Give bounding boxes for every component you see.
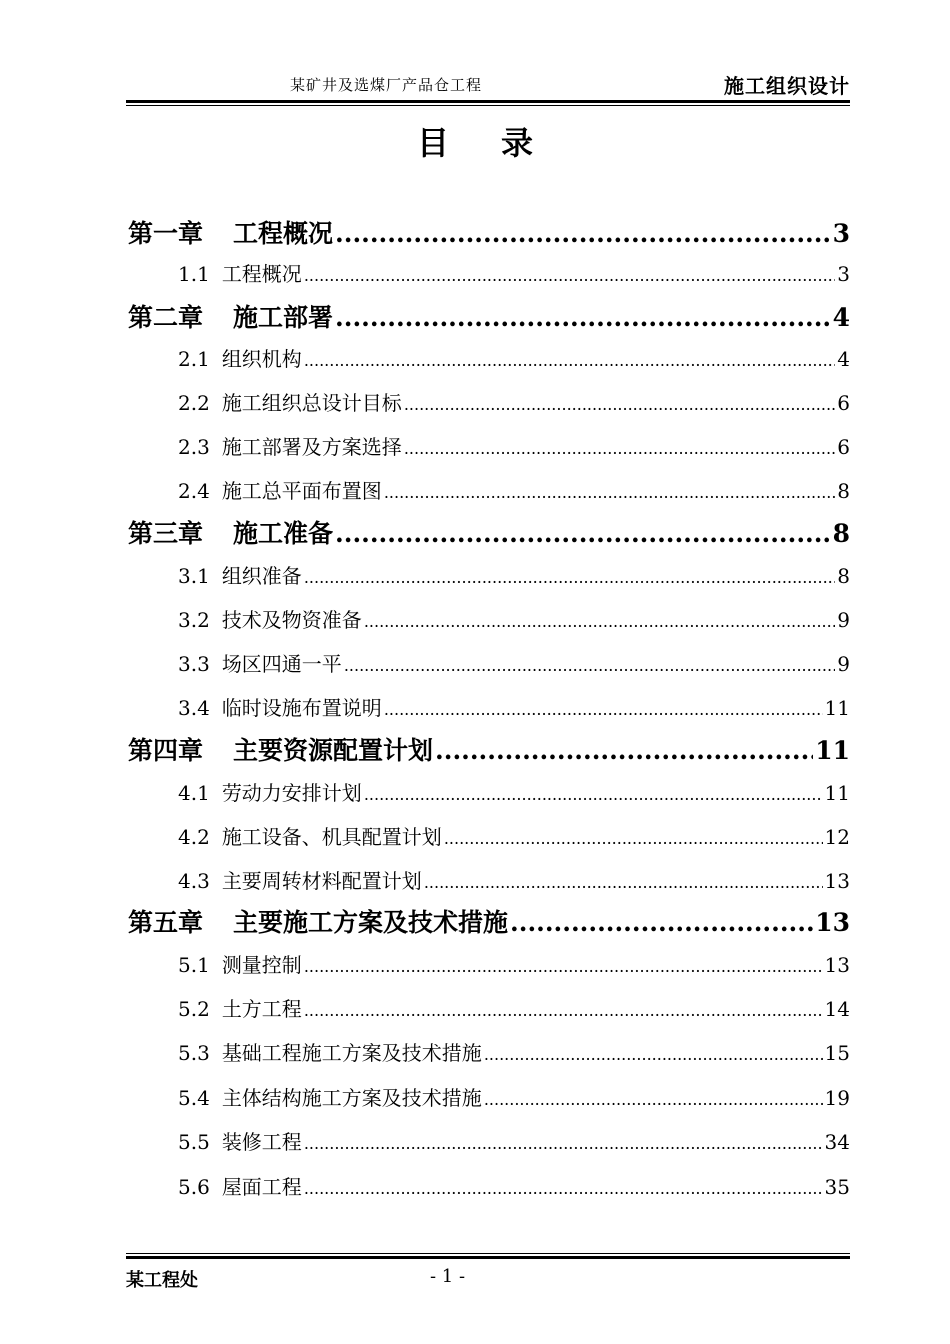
toc-dot-leader — [444, 829, 823, 848]
toc-section-entry[interactable] — [178, 949, 850, 978]
toc-entry-page: 11 — [815, 736, 850, 765]
toc-entry-number: 4.1 — [178, 781, 210, 805]
toc-entry-title: 场区四通一平 — [221, 652, 342, 676]
toc-entry-title: 技术及物资准备 — [221, 608, 362, 632]
toc-entry-page: 11 — [824, 781, 850, 805]
toc-section-entry[interactable] — [178, 777, 850, 806]
toc-section-entry[interactable] — [178, 258, 850, 287]
toc-dot-leader — [364, 785, 823, 804]
toc-chapter-entry[interactable] — [128, 514, 850, 550]
toc-entry-title: 工程概况 — [221, 262, 302, 286]
toc-section-entry[interactable] — [178, 692, 850, 721]
toc-entry-page: 6 — [837, 435, 850, 459]
header-rule-thick — [126, 100, 850, 103]
toc-entry-title: 测量控制 — [221, 953, 302, 977]
toc-entry-page: 3 — [832, 219, 850, 248]
toc-entry-number: 第一章 — [128, 219, 204, 248]
toc-entry-number: 第五章 — [128, 908, 204, 937]
toc-chapter-entry[interactable] — [128, 214, 850, 250]
footer-organization: 某工程处 — [126, 1270, 198, 1291]
toc-entry-page: 13 — [824, 953, 850, 977]
toc-entry-page: 34 — [824, 1130, 850, 1154]
toc-entry-number: 2.4 — [178, 479, 210, 503]
header-rule-thin — [126, 105, 850, 106]
toc-entry-title: 屋面工程 — [221, 1175, 302, 1199]
toc-entry-number: 4.3 — [178, 869, 210, 893]
toc-entry-number: 3.1 — [178, 564, 210, 588]
toc-entry-title: 基础工程施工方案及技术措施 — [221, 1041, 482, 1065]
toc-entry-title: 施工准备 — [233, 519, 334, 548]
toc-section-entry[interactable] — [178, 865, 850, 894]
toc-dot-leader — [344, 656, 835, 675]
toc-dot-leader — [304, 957, 823, 976]
toc-entry-page: 4 — [837, 347, 850, 371]
header-doc-type: 施工组织设计 — [724, 74, 850, 98]
toc-dot-leader — [304, 568, 835, 587]
toc-entry-number: 1.1 — [178, 262, 210, 286]
toc-entry-number: 3.4 — [178, 696, 210, 720]
toc-dot-leader — [304, 1179, 823, 1198]
toc-entry-number: 5.1 — [178, 953, 210, 977]
toc-entry-title: 组织准备 — [221, 564, 302, 588]
toc-entry-number: 2.3 — [178, 435, 210, 459]
toc-entry-number: 第二章 — [128, 303, 204, 332]
toc-dot-leader — [404, 395, 835, 414]
toc-entry-title: 施工设备、机具配置计划 — [221, 825, 442, 849]
toc-entry-page: 9 — [837, 608, 850, 632]
toc-chapter-entry[interactable] — [128, 298, 850, 334]
toc-entry-page: 12 — [824, 825, 850, 849]
toc-entry-number: 5.2 — [178, 997, 210, 1021]
toc-section-entry[interactable] — [178, 1037, 850, 1066]
toc-entry-number: 第三章 — [128, 519, 204, 548]
toc-entry-page: 35 — [824, 1175, 850, 1199]
toc-section-entry[interactable] — [178, 993, 850, 1022]
toc-dot-leader — [384, 700, 823, 719]
toc-entry-number: 2.1 — [178, 347, 210, 371]
page-header — [126, 68, 850, 98]
toc-entry-title: 施工总平面布置图 — [221, 479, 382, 503]
toc-entry-title: 土方工程 — [221, 997, 302, 1021]
toc-dot-leader — [304, 1134, 823, 1153]
footer-rule-thick — [126, 1256, 850, 1259]
toc-entry-page: 13 — [815, 908, 850, 937]
toc-entry-title: 临时设施布置说明 — [221, 696, 382, 720]
toc-section-entry[interactable] — [178, 1171, 850, 1200]
toc-entry-page: 6 — [837, 391, 850, 415]
toc-section-entry[interactable] — [178, 604, 850, 633]
toc-entry-page: 8 — [837, 479, 850, 503]
toc-dot-leader — [435, 736, 813, 765]
toc-entry-number: 3.2 — [178, 608, 210, 632]
toc-entry-title: 主要周转材料配置计划 — [221, 869, 422, 893]
toc-entry-title: 工程概况 — [233, 219, 334, 248]
toc-dot-leader — [404, 439, 835, 458]
toc-entry-page: 14 — [824, 997, 850, 1021]
toc-chapter-entry[interactable] — [128, 903, 850, 939]
toc-entry-number: 第四章 — [128, 736, 204, 765]
toc-entry-page: 11 — [824, 696, 850, 720]
toc-section-entry[interactable] — [178, 648, 850, 677]
toc-entry-title: 组织机构 — [221, 347, 302, 371]
toc-section-entry[interactable] — [178, 1082, 850, 1111]
toc-entry-page: 3 — [837, 262, 850, 286]
toc-entry-number: 5.3 — [178, 1041, 210, 1065]
toc-entry-page: 4 — [832, 303, 850, 332]
toc-section-entry[interactable] — [178, 387, 850, 416]
toc-dot-leader — [335, 519, 831, 548]
toc-entry-number: 5.5 — [178, 1130, 210, 1154]
toc-dot-leader — [304, 351, 835, 370]
toc-dot-leader — [304, 266, 835, 285]
toc-dot-leader — [364, 612, 835, 631]
toc-dot-leader — [510, 908, 813, 937]
toc-entry-title: 施工部署 — [233, 303, 334, 332]
toc-section-entry[interactable] — [178, 431, 850, 460]
footer-rule-thin — [126, 1253, 850, 1254]
toc-entry-title: 装修工程 — [221, 1130, 302, 1154]
toc-entry-page: 13 — [824, 869, 850, 893]
toc-entry-title: 劳动力安排计划 — [221, 781, 362, 805]
toc-chapter-entry[interactable] — [128, 731, 850, 767]
toc-entry-page: 15 — [824, 1041, 850, 1065]
toc-section-entry[interactable] — [178, 821, 850, 850]
toc-section-entry[interactable] — [178, 343, 850, 372]
title-char-1: 目 — [416, 124, 449, 162]
toc-dot-leader — [484, 1090, 823, 1109]
toc-dot-leader — [384, 483, 835, 502]
toc-entry-number: 4.2 — [178, 825, 210, 849]
toc-dot-leader — [484, 1045, 823, 1064]
toc-dot-leader — [304, 1001, 823, 1020]
toc-dot-leader — [335, 219, 831, 248]
toc-entry-number: 3.3 — [178, 652, 210, 676]
title-char-2: 录 — [501, 124, 534, 162]
toc-entry-title: 主体结构施工方案及技术措施 — [221, 1086, 482, 1110]
toc-entry-title: 主要资源配置计划 — [233, 736, 434, 765]
toc-entry-page: 8 — [837, 564, 850, 588]
toc-section-entry[interactable] — [178, 560, 850, 589]
toc-section-entry[interactable] — [178, 475, 850, 504]
toc-entry-title: 施工部署及方案选择 — [221, 435, 402, 459]
toc-entry-number: 5.4 — [178, 1086, 210, 1110]
toc-dot-leader — [335, 303, 831, 332]
toc-section-entry[interactable] — [178, 1126, 850, 1155]
toc-entry-page: 8 — [832, 519, 850, 548]
header-project-name: 某矿井及选煤厂产品仓工程 — [289, 76, 482, 94]
footer-page-number: - 1 - — [430, 1266, 466, 1287]
toc-entry-number: 5.6 — [178, 1175, 210, 1199]
toc-entry-page: 9 — [837, 652, 850, 676]
toc-entry-title: 施工组织总设计目标 — [221, 391, 402, 415]
toc-entry-title: 主要施工方案及技术措施 — [233, 908, 509, 937]
page-title — [0, 118, 950, 164]
toc-entry-number: 2.2 — [178, 391, 210, 415]
toc-entry-page: 19 — [824, 1086, 850, 1110]
toc-dot-leader — [424, 873, 823, 892]
